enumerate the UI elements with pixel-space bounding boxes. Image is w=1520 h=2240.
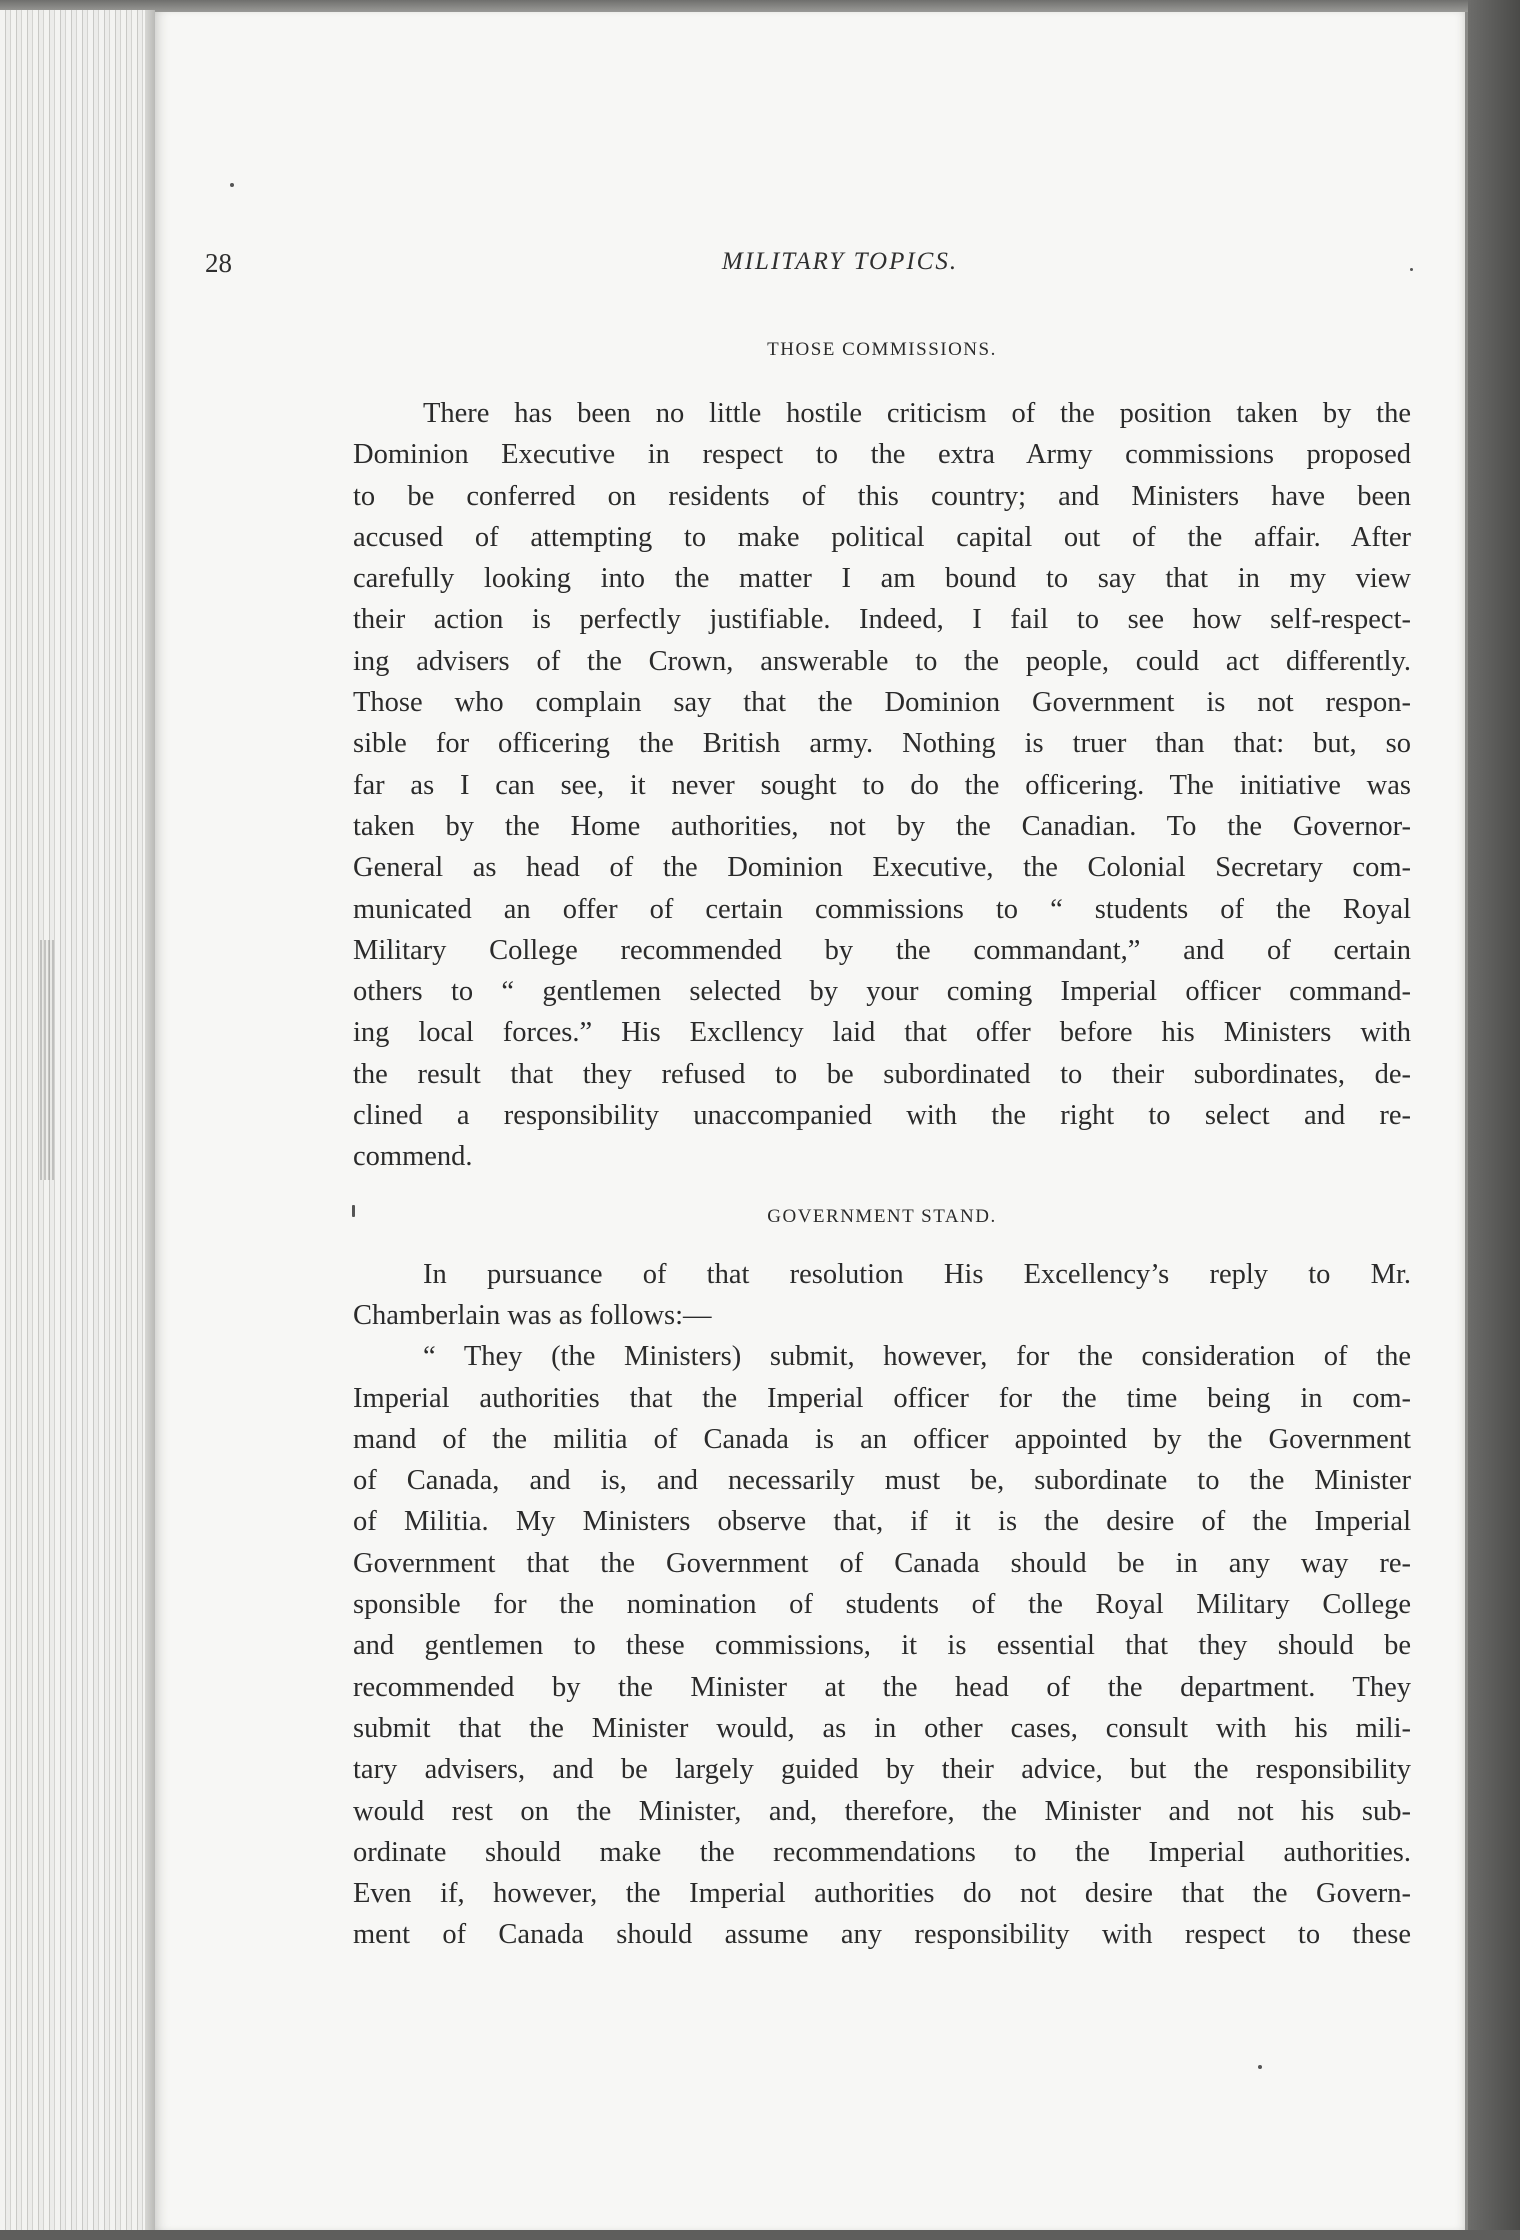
text-line: Government that the Government of Canada should be in any way re- bbox=[353, 1547, 1411, 1579]
text-line: ordinate should make the recommendations to the Imperial authorities. bbox=[353, 1836, 1411, 1868]
scan-border-bottom bbox=[0, 2230, 1520, 2240]
text-line: and gentlemen to these commissions, it is essential that they should be bbox=[353, 1630, 1411, 1662]
scan-speck bbox=[230, 183, 234, 187]
text-line: of Militia. My Ministers observe that, if it is the desire of the Imperial bbox=[353, 1506, 1411, 1538]
text-line: taken by the Home authorities, not by the Canadian. To the Governor- bbox=[353, 810, 1411, 842]
page-number: 28 bbox=[205, 248, 232, 278]
text-line: Imperial authorities that the Imperial officer for the time being in com- bbox=[353, 1382, 1411, 1414]
text-line: submit that the Minister would, as in other cases, consult with his mili- bbox=[353, 1712, 1411, 1744]
scan-border-right bbox=[1468, 0, 1520, 2240]
text-line: Even if, however, the Imperial authorities do not desire that the Govern- bbox=[353, 1878, 1411, 1910]
text-line: sponsible for the nomination of students of the Royal Military College bbox=[353, 1589, 1411, 1621]
text-line: Military College recommended by the commandant,” and of certain bbox=[353, 934, 1411, 966]
book-page-edges bbox=[0, 10, 155, 2236]
text-line: their action is perfectly justifiable. Indeed, I fail to see how self-respect- bbox=[353, 604, 1411, 636]
scan-speck bbox=[1410, 268, 1413, 271]
running-head bbox=[205, 248, 1415, 296]
text-line: to be conferred on residents of this country; and Ministers have been bbox=[353, 480, 1411, 512]
body-text bbox=[353, 335, 1411, 1956]
text-line: Dominion Executive in respect to the extra Army commissions proposed bbox=[353, 439, 1411, 471]
text-line: carefully looking into the matter I am bound to say that in my view bbox=[353, 563, 1411, 595]
text-line: accused of attempting to make political capital out of the affair. After bbox=[353, 521, 1411, 553]
text-line: In pursuance of that resolution His Excellency’s reply to Mr. bbox=[423, 1258, 1411, 1290]
text-line: far as I can see, it never sought to do the officering. The initiative was bbox=[353, 769, 1411, 801]
text-line: commend. bbox=[353, 1141, 473, 1173]
paragraph bbox=[353, 1254, 1411, 1337]
binding-shadow bbox=[40, 940, 54, 1180]
scan-border-top bbox=[0, 0, 1520, 12]
text-line: recommended by the Minister at the head of the department. They bbox=[353, 1671, 1411, 1703]
text-line: municated an offer of certain commissions to “ students of the Royal bbox=[353, 893, 1411, 925]
section-heading: THOSE COMMISSIONS. bbox=[767, 339, 997, 360]
scan-speck bbox=[1258, 2065, 1262, 2069]
paragraph bbox=[353, 393, 1411, 1178]
scan-speck bbox=[352, 1205, 355, 1217]
text-line: ment of Canada should assume any responsibility with respect to these bbox=[353, 1919, 1411, 1951]
paragraph bbox=[353, 1336, 1411, 1955]
text-line: the result that they refused to be subordinated to their subordinates, de- bbox=[353, 1058, 1411, 1090]
text-line: ing local forces.” His Excllency laid that offer before his Ministers with bbox=[353, 1017, 1411, 1049]
text-line: others to “ gentlemen selected by your coming Imperial officer command- bbox=[353, 976, 1411, 1008]
text-line: would rest on the Minister, and, therefore, the Minister and not his sub- bbox=[353, 1795, 1411, 1827]
running-title: MILITARY TOPICS. bbox=[721, 248, 959, 275]
text-line: There has been no little hostile criticism of the position taken by the bbox=[423, 398, 1411, 429]
text-line: ing advisers of the Crown, answerable to the people, could act differently. bbox=[353, 645, 1411, 677]
text-line: Chamberlain was as follows:— bbox=[353, 1299, 712, 1331]
text-line: “ They (the Ministers) submit, however, for the consideration of the bbox=[423, 1341, 1411, 1373]
text-line: General as head of the Dominion Executive, the Colonial Secretary com- bbox=[353, 852, 1411, 884]
text-line: mand of the militia of Canada is an officer appointed by the Government bbox=[353, 1423, 1411, 1455]
text-line: tary advisers, and be largely guided by their advice, but the responsibility bbox=[353, 1754, 1411, 1786]
text-line: of Canada, and is, and necessarily must be, subordinate to the Minister bbox=[353, 1465, 1411, 1497]
text-line: sible for officering the British army. Nothing is truer than that: but, so bbox=[353, 728, 1411, 760]
section-heading: GOVERNMENT STAND. bbox=[767, 1205, 997, 1227]
text-line: Those who complain say that the Dominion Government is not respon- bbox=[353, 687, 1411, 719]
text-line: clined a responsibility unaccompanied with the right to select and re- bbox=[353, 1100, 1411, 1132]
